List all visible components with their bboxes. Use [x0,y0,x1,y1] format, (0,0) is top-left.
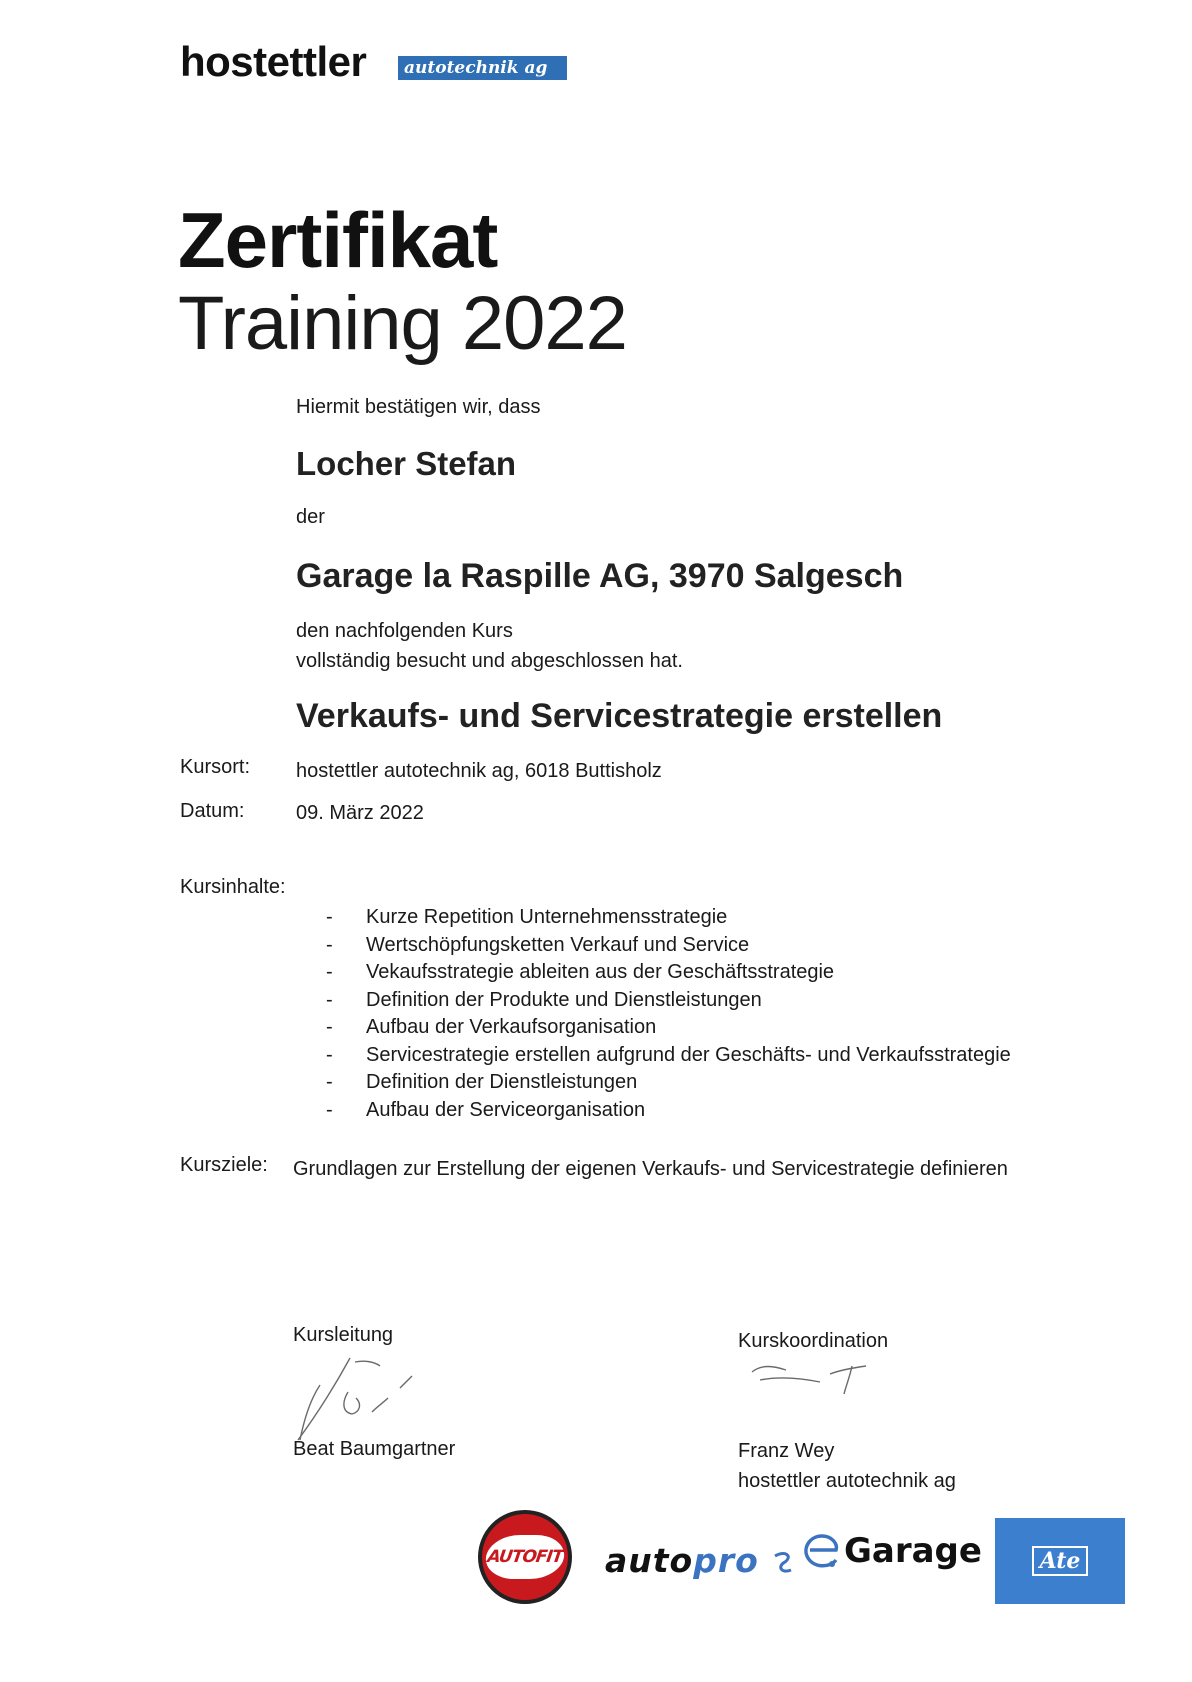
kursinhalte-label: Kursinhalte: [180,876,286,898]
course-title: Verkaufs- und Servicestrategie erstellen [296,697,943,735]
company-logo-tag: autotechnik ag [398,56,567,80]
signature-right-company: hostettler autotechnik ag [738,1470,956,1492]
kursziele-value: Grundlagen zur Erstellung der eigenen Verkaufs- und Servicestrategie definieren [293,1158,1008,1180]
autofit-logo: AUTOFIT [478,1510,572,1604]
signature-right-scribble [740,1348,900,1398]
participant-name: Locher Stefan [296,445,517,482]
list-item: - Vekaufsstrategie ableiten aus der Geschäftsstrategie [326,961,835,983]
list-item: - Definition der Dienstleistungen [326,1071,638,1093]
egarage-e-icon [800,1530,844,1572]
kursort-value: hostettler autotechnik ag, 6018 Buttisholz [296,760,662,782]
list-item: - Wertschöpfungsketten Verkauf und Service [326,933,750,956]
company-logo-wordmark: hostettler [180,38,367,85]
signature-left-role: Kursleitung [293,1324,394,1346]
egarage-logo: Garage [800,1530,982,1572]
list-item: - Servicestrategie erstellen aufgrund der Geschäfts- und Verkaufsstrategie [326,1043,1011,1066]
certificate-title: Zertifikat [178,196,498,284]
completion-line-2: vollständig besucht und abgeschlossen hat. [296,650,683,672]
kursziele-label: Kursziele: [180,1154,268,1176]
autopro-logo: autopro [605,1541,795,1580]
intro-text: Hiermit bestätigen wir, dass [296,396,541,418]
list-item: - Kurze Repetition Unternehmensstrategie [326,906,728,928]
signature-left-name: Beat Baumgartner [293,1438,456,1460]
list-item: - Aufbau der Serviceorganisation [326,1098,646,1121]
datum-value: 09. März 2022 [296,802,424,824]
list-item: - Aufbau der Verkaufsorganisation [326,1016,657,1038]
kursinhalte-list [326,904,1011,1124]
signature-left-scribble [280,1340,460,1450]
autopro-swoosh-icon [771,1548,795,1578]
participant-company: Garage la Raspille AG, 3970 Salgesch [296,557,904,595]
kursort-label: Kursort: [180,756,251,778]
signature-right-name: Franz Wey [738,1440,835,1462]
certificate-subtitle: Training 2022 [178,281,627,366]
signature-right-role: Kurskoordination [738,1330,889,1352]
datum-label: Datum: [180,800,245,822]
ate-logo: Ate [995,1518,1125,1604]
completion-line-1: den nachfolgenden Kurs [296,620,513,642]
list-item: - Definition der Produkte und Dienstleistungen [326,988,762,1011]
der-text: der [296,506,325,528]
